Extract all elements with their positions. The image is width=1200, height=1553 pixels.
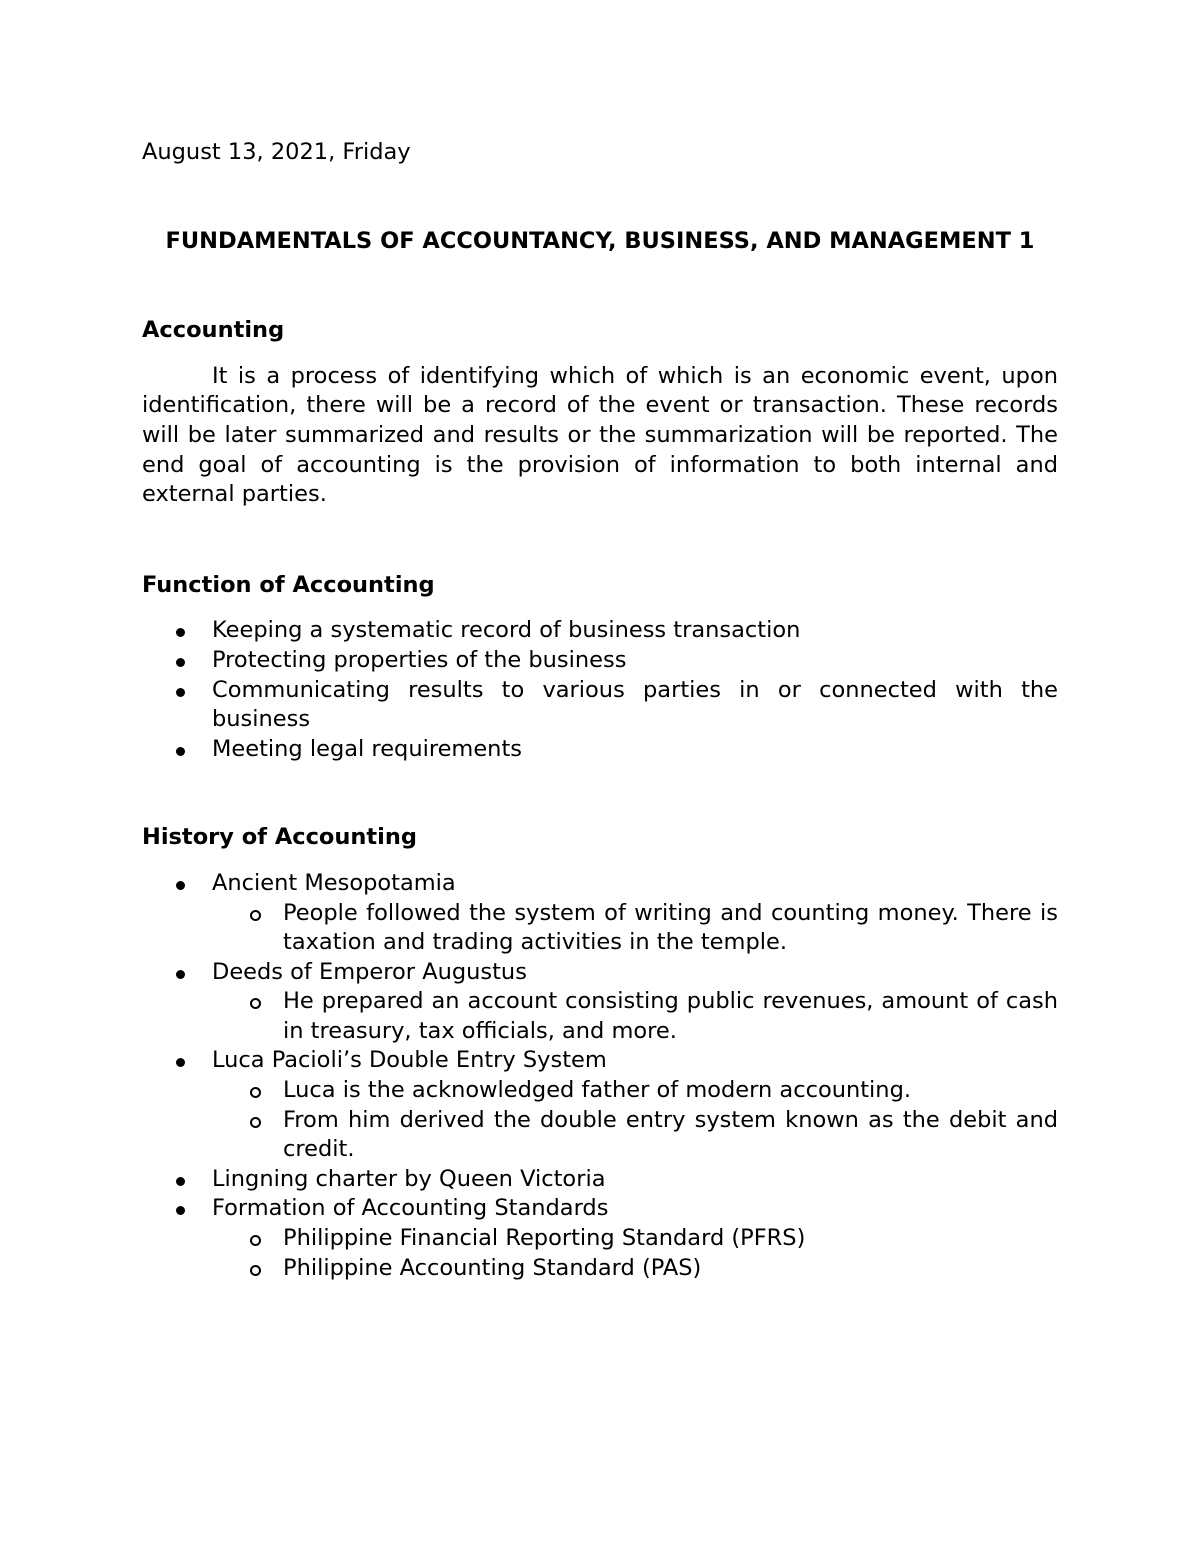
list-item-text: Luca Pacioli’s Double Entry System — [212, 1047, 607, 1074]
sub-list-item-text: Philippine Accounting Standard (PAS) — [283, 1254, 702, 1281]
bullet-icon — [176, 881, 185, 890]
list-item — [142, 735, 1058, 765]
bullet-icon — [176, 747, 185, 756]
document-date: August 13, 2021, Friday — [142, 139, 411, 165]
list-item — [142, 1165, 1058, 1195]
list-item-text: Lingning charter by Queen Victoria — [212, 1165, 606, 1192]
list-item-text: Communicating results to various parties in or connected with the business — [212, 676, 1058, 733]
list-item-text: Ancient Mesopotamia — [212, 869, 456, 896]
list-item — [142, 958, 1058, 1047]
list-item — [142, 1194, 1058, 1283]
accounting-paragraph: It is a process of identifying which of which is an economic event, upon identification, there will be a record of the event or transaction. These records will be later summarized and results or the summarization will be reported. The end goal of accounting is the provision of information to both internal and external parties. — [142, 362, 1058, 508]
sub-list — [212, 987, 1058, 1046]
document-title: FUNDAMENTALS OF ACCOUNTANCY, BUSINESS, AND MANAGEMENT 1 — [165, 227, 1035, 254]
circle-bullet-icon — [250, 1265, 261, 1276]
bullet-icon — [176, 688, 185, 697]
sub-list-item-text: From him derived the double entry system known as the debit and credit. — [283, 1106, 1058, 1163]
section-heading-accounting: Accounting — [142, 317, 285, 344]
sub-list-item — [212, 1106, 1058, 1165]
sub-list-item-text: Philippine Financial Reporting Standard (PFRS) — [283, 1225, 806, 1252]
list-item-text: Keeping a systematic record of business transaction — [212, 617, 801, 644]
bullet-icon — [176, 1058, 185, 1067]
bullet-icon — [176, 628, 185, 637]
bullet-icon — [176, 970, 185, 979]
sub-list — [212, 899, 1058, 958]
circle-bullet-icon — [250, 1117, 261, 1128]
sub-list-item-text: Luca is the acknowledged father of modern accounting. — [283, 1077, 912, 1104]
circle-bullet-icon — [250, 910, 261, 921]
bullet-icon — [176, 658, 185, 667]
bullet-icon — [176, 1206, 185, 1215]
list-item — [142, 616, 1058, 646]
circle-bullet-icon — [250, 1087, 261, 1098]
list-item — [142, 1046, 1058, 1164]
sub-list — [212, 1224, 1058, 1283]
list-item-text: Formation of Accounting Standards — [212, 1195, 609, 1222]
bullet-icon — [176, 1177, 185, 1186]
section-heading-function: Function of Accounting — [142, 571, 435, 598]
sub-list-item — [212, 899, 1058, 958]
sub-list-item — [212, 1076, 1058, 1106]
sub-list-item — [212, 1254, 1058, 1284]
list-item-text: Protecting properties of the business — [212, 646, 627, 673]
list-item — [142, 676, 1058, 735]
sub-list-item — [212, 987, 1058, 1046]
list-item-text: Deeds of Emperor Augustus — [212, 958, 527, 985]
history-list — [142, 869, 1058, 1283]
list-item — [142, 869, 1058, 958]
sub-list-item-text: People followed the system of writing and counting money. There is taxation and trading activities in the temple. — [283, 899, 1058, 956]
circle-bullet-icon — [250, 1235, 261, 1246]
list-item-text: Meeting legal requirements — [212, 735, 522, 762]
sub-list — [212, 1076, 1058, 1165]
document-page — [142, 138, 1058, 1283]
sub-list-item-text: He prepared an account consisting public revenues, amount of cash in treasury, tax officials, and more. — [283, 988, 1058, 1044]
section-heading-history: History of Accounting — [142, 824, 417, 851]
sub-list-item — [212, 1224, 1058, 1254]
list-item — [142, 646, 1058, 676]
function-list — [142, 616, 1058, 764]
circle-bullet-icon — [250, 998, 261, 1009]
